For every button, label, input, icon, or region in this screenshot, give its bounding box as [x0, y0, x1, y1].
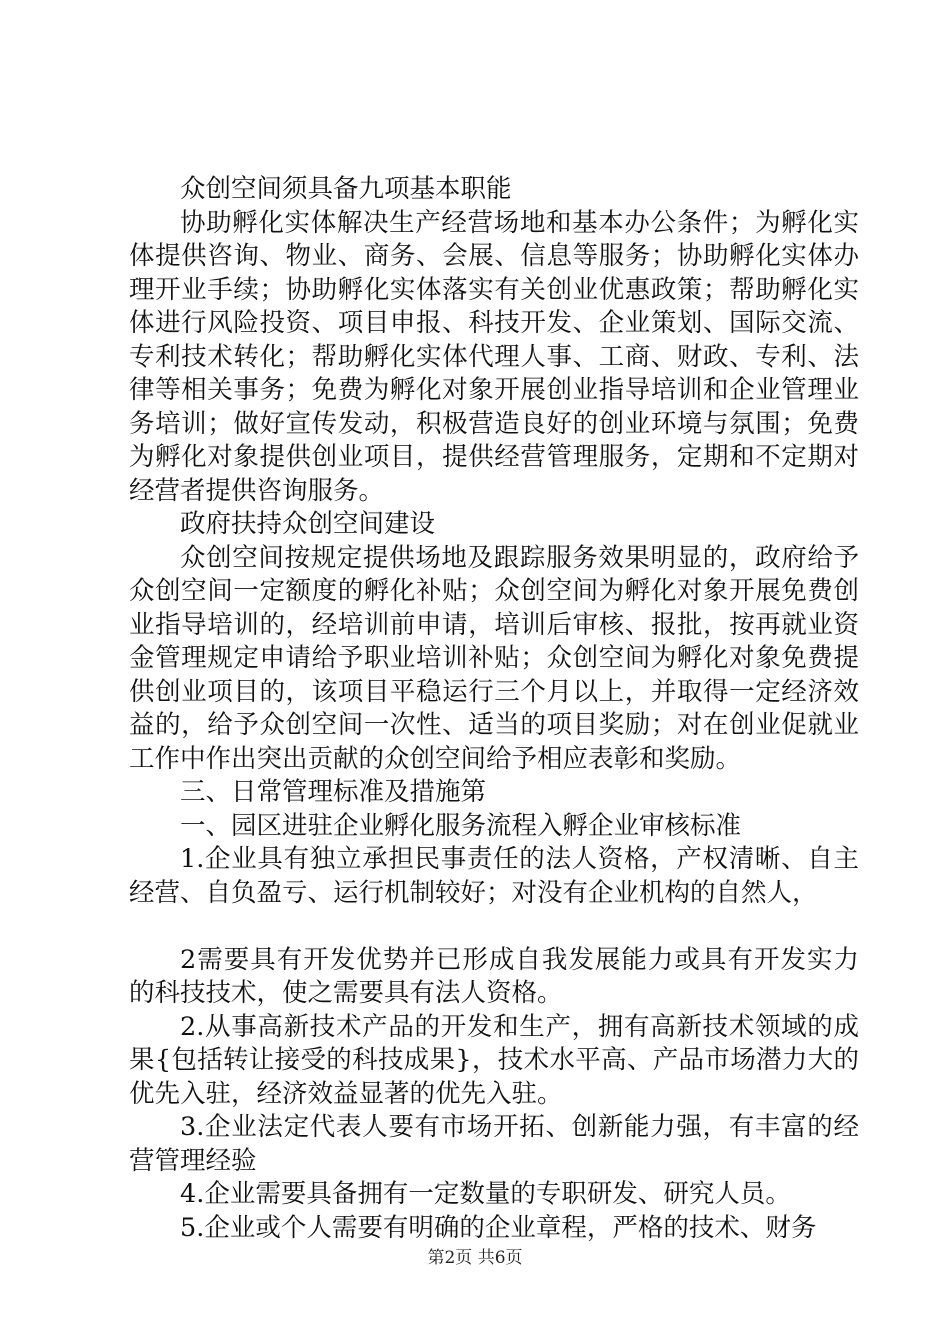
paragraph-government-support: 众创空间按规定提供场地及跟踪服务效果明显的，政府给予众创空间一定额度的孵化补贴；众创空间为孵化对象开展免费创业指导培训的，经培训前申请，培训后审核、报批，按再就业资金管理规定申请给予职业培训补贴；众创空间为孵化对象免费提供创业项目的，该项目平稳运行三个月以上，并取得一定经济效益的，给予众创空间一次性、适当的项目奖励；对在创业促就业工作中作出突出贡献的众创空间给予相应表彰和奖励。 [129, 542, 859, 774]
list-item-1: 1.企业具有独立承担民事责任的法人资格，产权清晰、自主经营、自负盈亏、运行机制较好；对没有企业机构的自然人， [129, 844, 859, 908]
section-heading-government-support: 政府扶持众创空间建设 [180, 509, 436, 539]
list-item-4: 4.企业需要具备拥有一定数量的专职研发、研究人员。 [180, 1179, 791, 1209]
list-item-2b: 2.从事高新技术产品的开发和生产，拥有高新技术领域的成果{包括转让接受的科技成果}，技术水平高、产品市场潜力大的优先入驻，经济效益显著的优先入驻。 [129, 1011, 859, 1109]
section-heading-admission-standards: 一、园区进驻企业孵化服务流程入孵企业审核标准 [180, 810, 742, 841]
document-body [129, 173, 859, 1245]
page-number-footer: 第2页 共6页 [427, 1248, 523, 1268]
list-item-2a: 2需要具有开发优势并已形成自我发展能力或具有开发实力的科技技术，使之需要具有法人资格。 [129, 944, 859, 1008]
list-item-5: 5.企业或个人需要有明确的企业章程，严格的技术、财务 [180, 1212, 817, 1243]
section-heading-daily-management: 三、日常管理标准及措施第 [180, 777, 487, 807]
paragraph-incubator-functions: 协助孵化实体解决生产经营场地和基本办公条件；为孵化实体提供咨询、物业、商务、会展、信息等服务；协助孵化实体办理开业手续；协助孵化实体落实有关创业优惠政策；帮助孵化实体进行风险投资、项目申报、科技开发、企业策划、国际交流、专利技术转化；帮助孵化实体代理人事、工商、财政、专利、法律等相关事务；免费为孵化对象开展创业指导培训和企业管理业务培训；做好宣传发动，积极营造良好的创业环境与氛围；免费为孵化对象提供创业项目，提供经营管理服务，定期和不定期对经营者提供咨询服务。 [129, 207, 859, 506]
list-item-3: 3.企业法定代表人要有市场开拓、创新能力强，有丰富的经营管理经验 [129, 1112, 859, 1176]
section-heading-incubator-functions: 众创空间须具备九项基本职能 [180, 174, 512, 204]
